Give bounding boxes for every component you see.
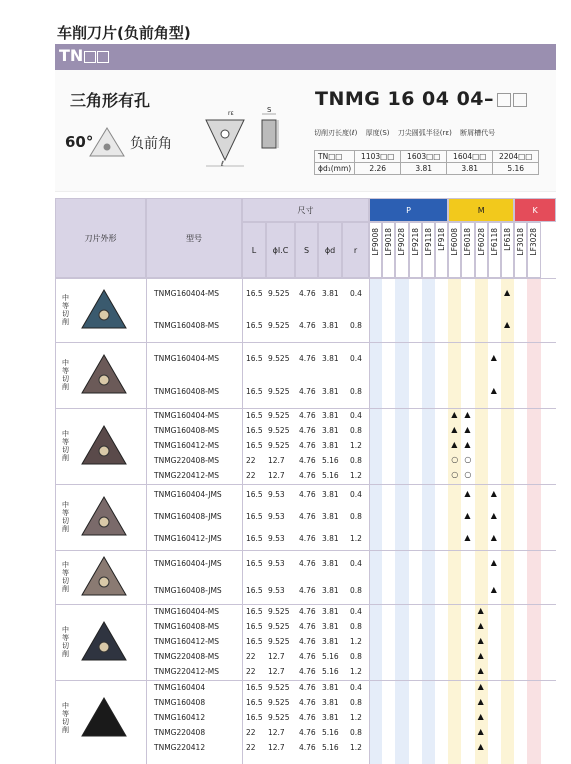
row-d: 3.81 xyxy=(322,585,339,595)
grade-stripe xyxy=(369,278,382,764)
grade-lf9018: LF9018 xyxy=(384,228,394,256)
grade-lf3018: LF3018 xyxy=(516,228,526,256)
row-model: TNMG160404-JMS xyxy=(154,558,222,568)
grade-mark: ▲ xyxy=(490,533,497,542)
row-d: 5.16 xyxy=(322,743,339,753)
row-model: TNMG160412 xyxy=(154,713,206,722)
row-r: 0.8 xyxy=(350,652,362,662)
row-l: 16.5 xyxy=(246,682,263,692)
row-model: TNMG160408-JMS xyxy=(154,585,222,595)
row-d: 3.81 xyxy=(322,637,339,646)
row-model: TNMG160404-MS xyxy=(154,353,220,363)
row-r: 1.2 xyxy=(350,471,362,481)
row-d: 3.81 xyxy=(322,353,339,363)
row-r: 0.8 xyxy=(350,456,362,466)
row-d: 5.16 xyxy=(322,471,339,481)
row-model: TNMG160408-MS xyxy=(154,321,220,330)
label-thickness: 厚度(S) xyxy=(365,129,390,137)
grade-mark: ▲ xyxy=(504,320,511,329)
row-r: 0.8 xyxy=(350,386,362,396)
row-r: 0.4 xyxy=(350,353,362,363)
row-model: TNMG220408 xyxy=(154,728,206,738)
row-s: 4.76 xyxy=(299,512,316,521)
grade-mark: ▲ xyxy=(490,557,497,567)
row-s: 4.76 xyxy=(299,321,316,330)
mini-cell: ϕd₁(mm) xyxy=(315,163,355,175)
grade-stripe xyxy=(475,278,488,764)
row-r: 0.8 xyxy=(350,425,362,435)
series-code: TN xyxy=(59,46,109,65)
row-d: 3.81 xyxy=(322,534,339,543)
row-s: 4.76 xyxy=(299,713,316,722)
row-r: 0.8 xyxy=(350,621,362,631)
row-ic: 9.525 xyxy=(268,386,290,396)
column-border xyxy=(146,278,147,764)
side-label-medium-cut: 中等切削 xyxy=(62,359,69,391)
row-model: TNMG220412 xyxy=(154,743,206,753)
row-r: 0.8 xyxy=(350,697,362,707)
label-edge-length: 切削刃长度(ℓ) xyxy=(314,129,358,137)
row-l: 22 xyxy=(246,728,256,738)
row-d: 3.81 xyxy=(322,621,339,631)
insert-photo-icon xyxy=(80,495,128,539)
side-label-medium-cut: 中等切削 xyxy=(62,501,69,533)
mini-row xyxy=(315,163,539,175)
grade-lf6008: LF6008 xyxy=(450,228,460,256)
group-divider xyxy=(55,550,556,551)
row-ic: 9.53 xyxy=(268,534,285,543)
column-border xyxy=(55,278,56,764)
placeholder-square-icon xyxy=(497,93,511,107)
row-ic: 9.53 xyxy=(268,585,285,595)
insert-photo-icon xyxy=(80,620,128,664)
grade-mark: ▲ xyxy=(490,584,497,594)
row-d: 3.81 xyxy=(322,490,339,499)
grade-mark: ▲ xyxy=(504,288,511,297)
row-s: 4.76 xyxy=(299,697,316,707)
grade-mark: ▲ xyxy=(451,424,458,434)
header-ic: ϕI.C xyxy=(266,222,295,278)
grade-lf918: LF918 xyxy=(437,228,446,251)
row-l: 22 xyxy=(246,471,256,481)
row-ic: 12.7 xyxy=(268,652,285,662)
row-l: 22 xyxy=(246,456,256,466)
header-s: S xyxy=(295,222,318,278)
row-l: 16.5 xyxy=(246,321,263,330)
grade-mark: ▲ xyxy=(477,620,484,630)
insert-photo-icon xyxy=(80,424,128,468)
grade-lf9008: LF9008 xyxy=(371,228,380,256)
row-ic: 12.7 xyxy=(268,728,285,738)
grade-mark: ▲ xyxy=(451,409,458,419)
grade-mark: ▲ xyxy=(477,651,484,661)
side-label-medium-cut: 中等切削 xyxy=(62,294,69,326)
row-r: 0.8 xyxy=(350,585,362,595)
grade-stripe xyxy=(422,278,435,764)
row-d: 3.81 xyxy=(322,697,339,707)
grade-stripe xyxy=(448,278,461,764)
row-r: 0.4 xyxy=(350,490,362,499)
insert-photo-icon xyxy=(80,696,128,740)
row-r: 1.2 xyxy=(350,534,362,543)
row-s: 4.76 xyxy=(299,410,316,420)
series-bar xyxy=(55,44,556,70)
insert-photo-icon xyxy=(80,555,128,599)
grade-mark: ○ xyxy=(464,455,472,465)
row-d: 3.81 xyxy=(322,321,339,330)
row-model: TNMG220412-MS xyxy=(154,471,220,481)
grade-lf9028: LF9028 xyxy=(397,228,407,256)
row-s: 4.76 xyxy=(299,471,316,481)
drawing-label-s: S xyxy=(267,106,272,114)
row-s: 4.76 xyxy=(299,490,316,499)
row-d: 5.16 xyxy=(322,652,339,662)
row-r: 0.4 xyxy=(350,410,362,420)
code-title: TNMG 16 04 04– xyxy=(315,88,495,110)
grade-mark: ▲ xyxy=(477,605,484,615)
grade-mark: ▲ xyxy=(464,533,471,542)
row-model: TNMG220408-MS xyxy=(154,652,220,662)
header-r: r xyxy=(342,222,369,278)
row-l: 16.5 xyxy=(246,512,263,521)
mini-cell: 3.81 xyxy=(447,163,493,175)
row-s: 4.76 xyxy=(299,534,316,543)
row-ic: 9.525 xyxy=(268,441,290,450)
row-l: 16.5 xyxy=(246,353,263,363)
grade-lf6028: LF6028 xyxy=(476,228,486,256)
placeholder-square-icon xyxy=(84,51,96,63)
grade-lf3028: LF3028 xyxy=(529,228,539,256)
mini-cell: 2204□□ xyxy=(493,151,539,163)
row-s: 4.76 xyxy=(299,728,316,738)
row-ic: 9.525 xyxy=(268,410,290,420)
mini-cell: 1103□□ xyxy=(355,151,401,163)
mini-cell: 5.16 xyxy=(493,163,539,175)
row-s: 4.76 xyxy=(299,441,316,450)
row-l: 16.5 xyxy=(246,606,263,616)
row-model: TNMG160408-JMS xyxy=(154,512,222,521)
grade-mark: ▲ xyxy=(477,712,484,721)
angle-text: 负前角 xyxy=(130,136,172,152)
row-s: 4.76 xyxy=(299,637,316,646)
drawing-label-re: rε xyxy=(228,110,234,117)
grade-mark: ▲ xyxy=(464,440,471,449)
row-ic: 9.53 xyxy=(268,512,285,521)
row-model: TNMG160404-MS xyxy=(154,410,220,420)
row-ic: 12.7 xyxy=(268,471,285,481)
row-r: 0.4 xyxy=(350,682,362,692)
row-s: 4.76 xyxy=(299,682,316,692)
row-model: TNMG220412-MS xyxy=(154,667,220,677)
row-s: 4.76 xyxy=(299,289,316,298)
grade-mark: ▲ xyxy=(477,727,484,737)
row-r: 0.4 xyxy=(350,606,362,616)
header-l: L xyxy=(242,222,266,278)
row-l: 22 xyxy=(246,652,256,662)
row-r: 1.2 xyxy=(350,667,362,677)
row-ic: 9.525 xyxy=(268,289,290,298)
row-r: 1.2 xyxy=(350,637,362,646)
code-labels xyxy=(314,128,495,138)
row-l: 16.5 xyxy=(246,289,263,298)
row-s: 4.76 xyxy=(299,667,316,677)
row-d: 3.81 xyxy=(322,606,339,616)
row-s: 4.76 xyxy=(299,456,316,466)
grade-mark: ▲ xyxy=(477,636,484,645)
row-d: 3.81 xyxy=(322,425,339,435)
row-ic: 9.525 xyxy=(268,637,290,646)
row-d: 5.16 xyxy=(322,728,339,738)
row-ic: 12.7 xyxy=(268,667,285,677)
mini-cell: 1604□□ xyxy=(447,151,493,163)
row-model: TNMG220408-MS xyxy=(154,456,220,466)
row-s: 4.76 xyxy=(299,425,316,435)
row-model: TNMG160408-MS xyxy=(154,425,220,435)
placeholder-square-icon xyxy=(513,93,527,107)
group-divider xyxy=(55,408,556,409)
group-m-header: M xyxy=(448,198,514,222)
row-r: 1.2 xyxy=(350,441,362,450)
row-ic: 9.525 xyxy=(268,697,290,707)
row-ic: 9.525 xyxy=(268,606,290,616)
row-ic: 12.7 xyxy=(268,743,285,753)
grade-mark: ▲ xyxy=(451,440,458,449)
grade-mark: ▲ xyxy=(490,352,497,362)
header-shape: 刀片外形 xyxy=(55,198,146,278)
triangle-insert-icon xyxy=(88,126,126,158)
grade-mark: ▲ xyxy=(464,511,471,520)
row-d: 3.81 xyxy=(322,289,339,298)
side-label-medium-cut: 中等切削 xyxy=(62,561,69,593)
mini-cell: 2.26 xyxy=(355,163,401,175)
row-l: 16.5 xyxy=(246,621,263,631)
grade-stripe xyxy=(501,278,514,764)
row-model: TNMG160404-JMS xyxy=(154,490,222,499)
row-model: TNMG160404-MS xyxy=(154,606,220,616)
insert-drawing-icon xyxy=(200,108,300,174)
header-model: 型号 xyxy=(146,198,242,278)
grade-mark: ▲ xyxy=(464,489,471,498)
row-l: 16.5 xyxy=(246,637,263,646)
group-divider xyxy=(55,278,556,279)
row-ic: 9.525 xyxy=(268,425,290,435)
angle-value: 60° xyxy=(65,133,94,151)
row-ic: 9.53 xyxy=(268,558,285,568)
row-ic: 9.525 xyxy=(268,682,290,692)
row-ic: 12.7 xyxy=(268,456,285,466)
label-chipbreaker: 断屑槽代号 xyxy=(460,129,496,137)
row-s: 4.76 xyxy=(299,558,316,568)
mini-cell: 1603□□ xyxy=(401,151,447,163)
page-title: 车削刀片(负前角型) xyxy=(57,24,191,42)
row-l: 16.5 xyxy=(246,386,263,396)
grade-stripe xyxy=(527,278,540,764)
row-l: 22 xyxy=(246,743,256,753)
row-d: 3.81 xyxy=(322,441,339,450)
row-model: TNMG160412-MS xyxy=(154,441,220,450)
row-s: 4.76 xyxy=(299,743,316,753)
label-nose-radius: 刀尖圆弧半径(rε) xyxy=(397,129,452,137)
row-l: 16.5 xyxy=(246,713,263,722)
row-d: 3.81 xyxy=(322,558,339,568)
row-s: 4.76 xyxy=(299,606,316,616)
drawing-label-l: ℓ xyxy=(221,160,224,168)
row-l: 16.5 xyxy=(246,441,263,450)
grade-lf6018: LF6018 xyxy=(463,228,473,256)
row-l: 16.5 xyxy=(246,534,263,543)
row-s: 4.76 xyxy=(299,621,316,631)
row-r: 0.8 xyxy=(350,512,362,521)
row-model: TNMG160404 xyxy=(154,682,206,692)
row-r: 0.8 xyxy=(350,728,362,738)
row-l: 16.5 xyxy=(246,410,263,420)
grade-mark: ○ xyxy=(451,455,459,465)
row-d: 3.81 xyxy=(322,512,339,521)
row-ic: 9.525 xyxy=(268,713,290,722)
row-d: 3.81 xyxy=(322,682,339,692)
row-d: 3.81 xyxy=(322,713,339,722)
spec-mini-table xyxy=(314,150,539,175)
row-d: 3.81 xyxy=(322,410,339,420)
grade-mark: ▲ xyxy=(464,409,471,419)
grade-mark: ▲ xyxy=(490,385,497,395)
row-l: 16.5 xyxy=(246,585,263,595)
grade-stripe xyxy=(395,278,408,764)
row-s: 4.76 xyxy=(299,652,316,662)
row-r: 0.8 xyxy=(350,321,362,330)
mini-cell: TN□□ xyxy=(315,151,355,163)
header-d: ϕd xyxy=(318,222,342,278)
insert-photo-icon xyxy=(80,288,128,332)
mini-cell: 3.81 xyxy=(401,163,447,175)
grade-lf618: LF618 xyxy=(503,228,512,251)
row-l: 16.5 xyxy=(246,697,263,707)
row-model: TNMG160412-JMS xyxy=(154,534,222,543)
row-model: TNMG160412-MS xyxy=(154,637,220,646)
insert-photo-icon xyxy=(80,353,128,397)
side-label-medium-cut: 中等切削 xyxy=(62,702,69,734)
row-s: 4.76 xyxy=(299,585,316,595)
row-r: 0.4 xyxy=(350,289,362,298)
row-r: 1.2 xyxy=(350,743,362,753)
row-s: 4.76 xyxy=(299,353,316,363)
grade-lf6118: LF6118 xyxy=(489,228,499,256)
row-d: 3.81 xyxy=(322,386,339,396)
grade-mark: ▲ xyxy=(464,424,471,434)
row-l: 16.5 xyxy=(246,490,263,499)
row-ic: 9.525 xyxy=(268,353,290,363)
grade-mark: ▲ xyxy=(490,489,497,498)
grade-mark: ▲ xyxy=(477,742,484,752)
row-l: 16.5 xyxy=(246,558,263,568)
grade-mark: ▲ xyxy=(477,666,484,676)
row-r: 0.4 xyxy=(350,558,362,568)
placeholder-square-icon xyxy=(97,51,109,63)
grade-mark: ○ xyxy=(451,470,459,480)
row-ic: 9.53 xyxy=(268,490,285,499)
row-model: TNMG160408 xyxy=(154,697,206,707)
group-p-header: P xyxy=(369,198,448,222)
side-label-medium-cut: 中等切削 xyxy=(62,430,69,462)
row-l: 22 xyxy=(246,667,256,677)
row-d: 5.16 xyxy=(322,456,339,466)
group-divider xyxy=(55,484,556,485)
row-model: TNMG160404-MS xyxy=(154,289,220,298)
row-model: TNMG160408-MS xyxy=(154,386,220,396)
grade-lf9218: LF9218 xyxy=(410,228,420,256)
row-ic: 9.525 xyxy=(268,621,290,631)
column-border xyxy=(369,278,370,764)
shape-name: 三角形有孔 xyxy=(70,91,151,110)
row-r: 1.2 xyxy=(350,713,362,722)
mini-row xyxy=(315,151,539,163)
row-s: 4.76 xyxy=(299,386,316,396)
grade-mark: ○ xyxy=(464,470,472,480)
header-dims: 尺寸 xyxy=(242,198,369,222)
group-k-header: K xyxy=(514,198,556,222)
row-ic: 9.525 xyxy=(268,321,290,330)
row-model: TNMG160408-MS xyxy=(154,621,220,631)
row-d: 5.16 xyxy=(322,667,339,677)
row-l: 16.5 xyxy=(246,425,263,435)
code-placeholder xyxy=(497,92,529,111)
grade-lf9118: LF9118 xyxy=(423,228,433,256)
column-border xyxy=(242,278,243,764)
group-divider xyxy=(55,342,556,343)
grade-mark: ▲ xyxy=(490,511,497,520)
grade-mark: ▲ xyxy=(477,681,484,691)
side-label-medium-cut: 中等切削 xyxy=(62,626,69,658)
grade-mark: ▲ xyxy=(477,696,484,706)
